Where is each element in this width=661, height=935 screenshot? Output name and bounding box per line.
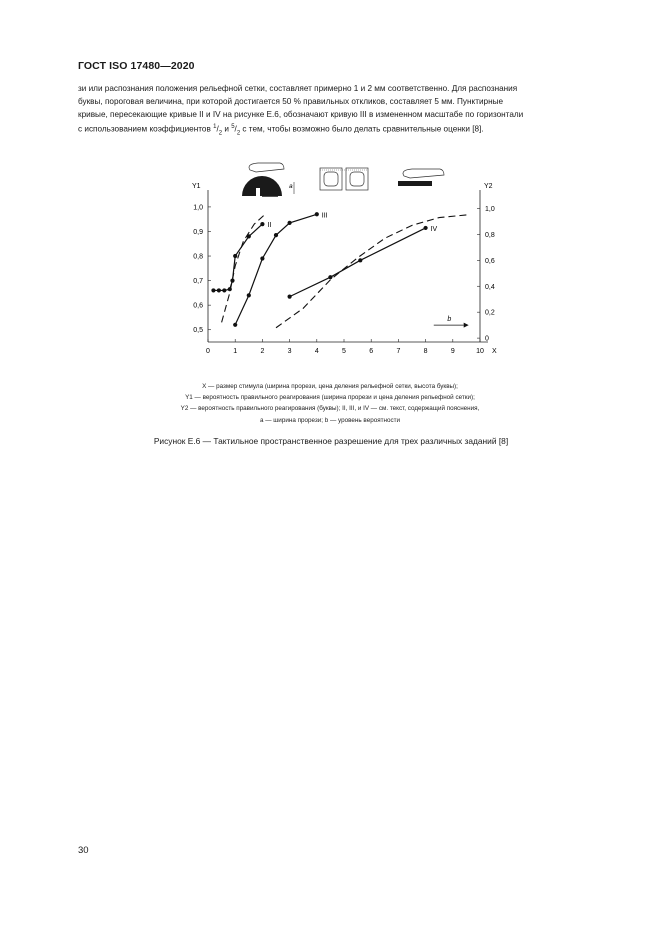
y1-tick-label: 0,5 <box>193 327 203 335</box>
series-label-IV: IV <box>430 225 438 233</box>
x-tick-label: 1 <box>233 348 238 355</box>
body-line-4-post: с тем, чтобы возможно было делать сравнительные оценки [8]. <box>240 125 484 135</box>
legend-line-1: X — размер стимула (ширина прорези, цена деления рельефной сетки, высота буквы); <box>202 383 458 390</box>
series-label-III: III <box>321 212 328 220</box>
figure-caption: Рисунок Е.6 — Тактильное пространственное разрешение для трех различных заданий [8] <box>153 436 509 446</box>
annotation-b: b <box>447 316 452 324</box>
x-tick-label: 8 <box>423 348 428 355</box>
series-II-point <box>315 212 319 216</box>
y2-tick-label: 0,8 <box>485 231 495 239</box>
x-tick-label: 3 <box>287 348 292 355</box>
document-header: ГОСТ ISO 17480—2020 <box>78 60 195 72</box>
series-I-point <box>211 288 215 292</box>
chart-marks <box>211 212 468 328</box>
dashed-curve-2 <box>276 215 466 328</box>
x-tick-label: 4 <box>314 348 319 355</box>
b-arrow-head <box>464 323 469 328</box>
y2-axis-label: Y2 <box>484 183 493 190</box>
y1-axis-label: Y1 <box>192 183 201 190</box>
series-I-point <box>222 288 226 292</box>
series-II-point <box>274 233 278 237</box>
legend-line-4: a — ширина прорези; b — уровень вероятности <box>259 416 401 424</box>
body-line-2: буквы, пороговая величина, при которой достигается 50 % правильных откликов, составляет 5 мм. Пунктирные <box>78 96 504 106</box>
fraction-1-denominator: 2 <box>218 130 223 137</box>
x-axis-label: X <box>492 348 497 355</box>
x-tick-label: 5 <box>342 348 346 355</box>
x-tick-label: 2 <box>260 348 265 355</box>
series-II-point <box>233 323 237 327</box>
fraction-2-denominator: 2 <box>236 130 241 137</box>
legend-line-2: Y1 — вероятность правильного реагирования (ширина прорези и цена деления рельефной сетки); <box>185 394 475 402</box>
y1-tick-label: 0,7 <box>193 278 203 286</box>
series-IV-point <box>358 258 362 262</box>
fraction-1-numerator: 1 <box>213 124 217 131</box>
series-I-point <box>233 254 237 258</box>
y1-tick-label: 0,8 <box>193 253 203 261</box>
series-I-point <box>217 288 221 292</box>
series-IV-line <box>290 228 426 297</box>
series-IV-point <box>288 295 292 299</box>
fraction-2-numerator: 5 <box>231 124 235 131</box>
body-line-4-and: и <box>222 125 232 135</box>
body-paragraph <box>78 83 584 141</box>
x-tick-label: 0 <box>206 348 210 355</box>
pictogram-letter-icon <box>398 169 444 186</box>
x-tick-label: 9 <box>450 348 455 355</box>
body-line-4-pre: с использованием коэффициентов <box>78 125 214 135</box>
series-IV-point <box>424 226 428 230</box>
chart-svg <box>170 160 510 380</box>
y2-tick-label: 0,4 <box>485 283 495 291</box>
figure-legend <box>110 381 550 426</box>
series-II-line <box>235 214 317 325</box>
series-II-point <box>260 256 264 260</box>
body-line-4: с использованием коэффициентов $^1/_2$ и $^5/_2$ с тем, чтобы возможно было делать сравнительные оценки [8]. <box>78 124 484 137</box>
figure-e6 <box>170 160 510 380</box>
page-number: 30 <box>78 845 89 856</box>
y1-tick-label: 0,6 <box>193 302 203 310</box>
x-tick-label: 7 <box>396 348 401 355</box>
pictogram-grid-icon <box>320 168 368 190</box>
series-II-point <box>288 221 292 225</box>
y2-tick-label: 0,6 <box>485 257 495 265</box>
x-tick-label: 10 <box>476 348 484 355</box>
y2-tick-label: 1,0 <box>485 205 495 213</box>
series-II-point <box>247 293 251 297</box>
y1-tick-label: 0,9 <box>193 228 203 236</box>
y2-tick-label: 0 <box>485 335 489 343</box>
y2-tick-label: 0,2 <box>485 309 495 317</box>
pictogram-slit-icon <box>242 163 294 196</box>
series-label-II: II <box>267 222 272 230</box>
series-I-point <box>260 222 264 226</box>
legend-line-3: Y2 — вероятность правильного реагирования (буквы); II, III, и IV — см. текст, содержащий пояснения, <box>180 405 480 413</box>
series-IV-point <box>328 275 332 279</box>
annotation-a: a <box>289 183 293 190</box>
body-line-3: кривые, пересекающие кривые II и IV на рисунке Е.6, обозначают кривую III в измененном масштабе по горизонтали <box>78 109 524 119</box>
x-tick-label: 6 <box>369 348 374 355</box>
body-line-1: зи или распознания положения рельефной сетки, составляет примерно 1 и 2 мм соответственно. Для распознания <box>78 84 518 93</box>
y1-tick-label: 1,0 <box>193 204 203 212</box>
